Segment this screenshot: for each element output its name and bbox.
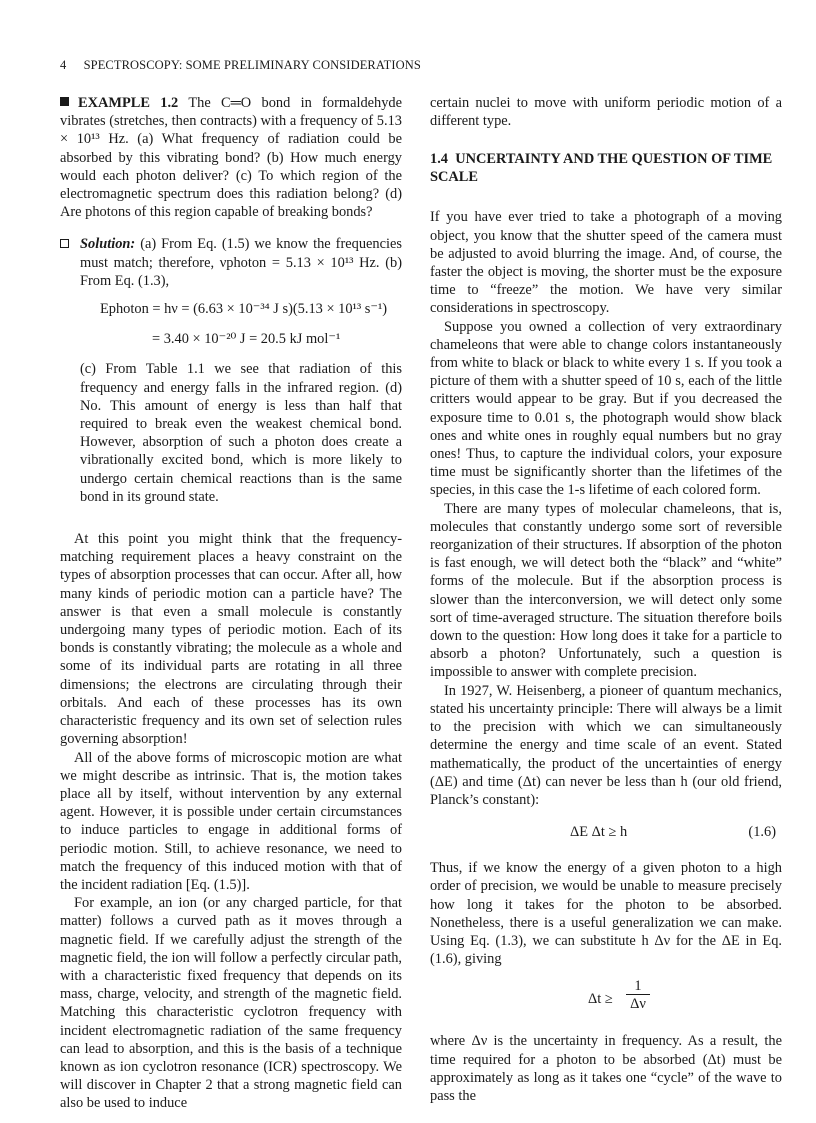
solution-label: Solution: xyxy=(80,236,136,253)
filled-square-icon xyxy=(60,97,69,106)
paragraph: For example, an ion (or any charged particle, for that matter) follows a curved path as it moves through a magnetic field. If we carefully adjust the strength of the magnetic field, the ion will follow a perfectly circular path, with a characteristic fixed frequency that depends on its mass, charge, velocity, and strength of the magnetic field. Matching this characteristic cyclotron frequency with incident electromagnetic radiation of the same frequency can lead to absorption, and this is the basis of a technique known as ion cyclotron resonance (ICR) spectroscopy. We will discover in Chapter 2 that a strong magnetic field can also be used to induce xyxy=(60,895,402,1112)
right-column xyxy=(430,94,782,1105)
running-header xyxy=(60,58,421,73)
equation-1-6 xyxy=(430,823,782,841)
equation-fraction xyxy=(430,976,782,1022)
solution-block xyxy=(60,235,402,506)
fraction-denominator: Δν xyxy=(630,996,646,1013)
running-title: SPECTROSCOPY: SOME PRELIMINARY CONSIDERATIONS xyxy=(83,58,421,72)
paragraph: There are many types of molecular chameleons, that is, molecules that constantly undergo some sort of reversible reorganization of their structures. If absorption of the photon is fast enough, we will detect both the “black” and “white” forms of the molecule. But if the absorption process is slower than the interconversion, we will detect only some sort of time-averaged structure. The situation therefore boils down to the question: How long does it take for a particle to absorb a photon? Unfortunately, such a question is impossible to answer with complete precision. xyxy=(430,500,782,681)
paragraph: Thus, if we know the energy of a given photon to a high order of precision, we would be unable to measure precisely how long it takes for the photon to be absorbed. Nonetheless, there is a useful generalization we can make. Using Eq. (1.3), we can substitute h Δν for the ΔE in Eq. (1.6), giving xyxy=(430,860,782,968)
section-heading xyxy=(430,150,782,186)
paragraph-continued: certain nuclei to move with uniform periodic motion of a different type. xyxy=(430,95,782,130)
fraction-lhs: Δt ≥ xyxy=(588,991,613,1008)
equation-number: (1.6) xyxy=(748,824,776,841)
equation-energy: Ephoton = hν = (6.63 × 10⁻³⁴ J s)(5.13 × 10¹³ s⁻¹) xyxy=(100,301,388,318)
equation-result: = 3.40 × 10⁻²⁰ J = 20.5 kJ mol⁻¹ xyxy=(152,331,341,348)
paragraph: At this point you might think that the frequency-matching requirement places a heavy constraint on the types of absorption processes that can occur. After all, how many kinds of periodic motion can a particle have? The answer is that even a small molecule is constantly undergoing many types of periodic motion. Each of its bonds is constantly vibrating; the molecule as a whole and some of its individual parts are rotating in all three dimensions; the electrons are circulating through their orbitals. And each of these processes has its own characteristic frequency and its own set of selection rules governing absorption! xyxy=(60,531,402,748)
paragraph: Suppose you owned a collection of very extraordinary chameleons that were able to change colors instantaneously from white to black or black to white every 1 s. If you took a picture of them with a shutter speed of 10 s, each of the little critters would appear to be gray. But if you decreased the exposure time to 0.01 s, the photograph would show black ones and white ones in roughly equal numbers but no gray ones! Thus, to capture the individual colors, your exposure time must be significantly shorter than the lifetimes of the species, in this case the 1-s lifetime of each colored form. xyxy=(430,318,782,499)
equation-expression: ΔE Δt ≥ h xyxy=(570,824,628,841)
solution-text: (a) From Eq. (1.5) we know the frequencies must match; therefore, νphoton = 5.13 × 10¹³ Hz. (b) From Eq. (1.3), xyxy=(80,236,402,289)
left-column xyxy=(60,94,402,1113)
page-number: 4 xyxy=(60,58,67,72)
section-number: 1.4 xyxy=(430,151,448,168)
section-title: UNCERTAINTY AND THE QUESTION OF TIME SCALE xyxy=(430,151,773,186)
solution-text-2: (c) From Table 1.1 we see that radiation of this frequency and energy falls in the infrared region. (d) No. This amount of energy is less than half that required to break even the weakest chemical bond. However, absorption of such a photon does create a vibrationally excited bond, which is more likely to undergo certain chemical reactions than is the same bond in its ground state. xyxy=(80,361,402,505)
fraction-numerator: 1 xyxy=(626,978,650,995)
paragraph: where Δν is the uncertainty in frequency. As a result, the time required for a photon to be absorbed (Δt) must be approximately as long as it takes one “cycle” of the wave to pass the xyxy=(430,1033,782,1104)
end-of-solution-icon xyxy=(60,239,69,248)
example-text: The C═O bond in formaldehyde vibrates (stretches, then contracts) with a frequency of 5.13 × 10¹³ Hz. (a) What frequency of radiation could be absorbed by this vibrating bond? (b) How much energy would each photon deliver? (c) To which region of the electromagnetic spectrum does this radiation belong? (d) Are photons of this region capable of breaking bonds? xyxy=(60,95,403,221)
paragraph: If you have ever tried to take a photograph of a moving object, you know that the shutter speed of the camera must be adjusted to avoid blurring the image. And, of course, the faster the object is moving, the shorter must be the exposure time to “freeze” the motion. We have very similar considerations in spectroscopy. xyxy=(430,209,782,317)
paragraph: In 1927, W. Heisenberg, a pioneer of quantum mechanics, stated his uncertainty principle: There will always be a limit to the precision with which we can simultaneously determine the energy and time scale of an event. Stated mathematically, the product of the uncertainties of energy (ΔE) and time (Δt) can never be less than h (our old friend, Planck’s constant): xyxy=(430,682,782,808)
example-block xyxy=(60,94,402,221)
example-label: EXAMPLE 1.2 xyxy=(78,95,179,111)
paragraph: All of the above forms of microscopic motion are what we might describe as intrinsic. That is, the motion takes place all by itself, without intervention by any external agent. However, it is possible under certain circumstances to induce particles to engage in additional forms of periodic motion. Still, to achieve resonance, we need to match the frequency of this induced motion with that of the incident radiation [Eq. (1.5)]. xyxy=(60,749,402,893)
